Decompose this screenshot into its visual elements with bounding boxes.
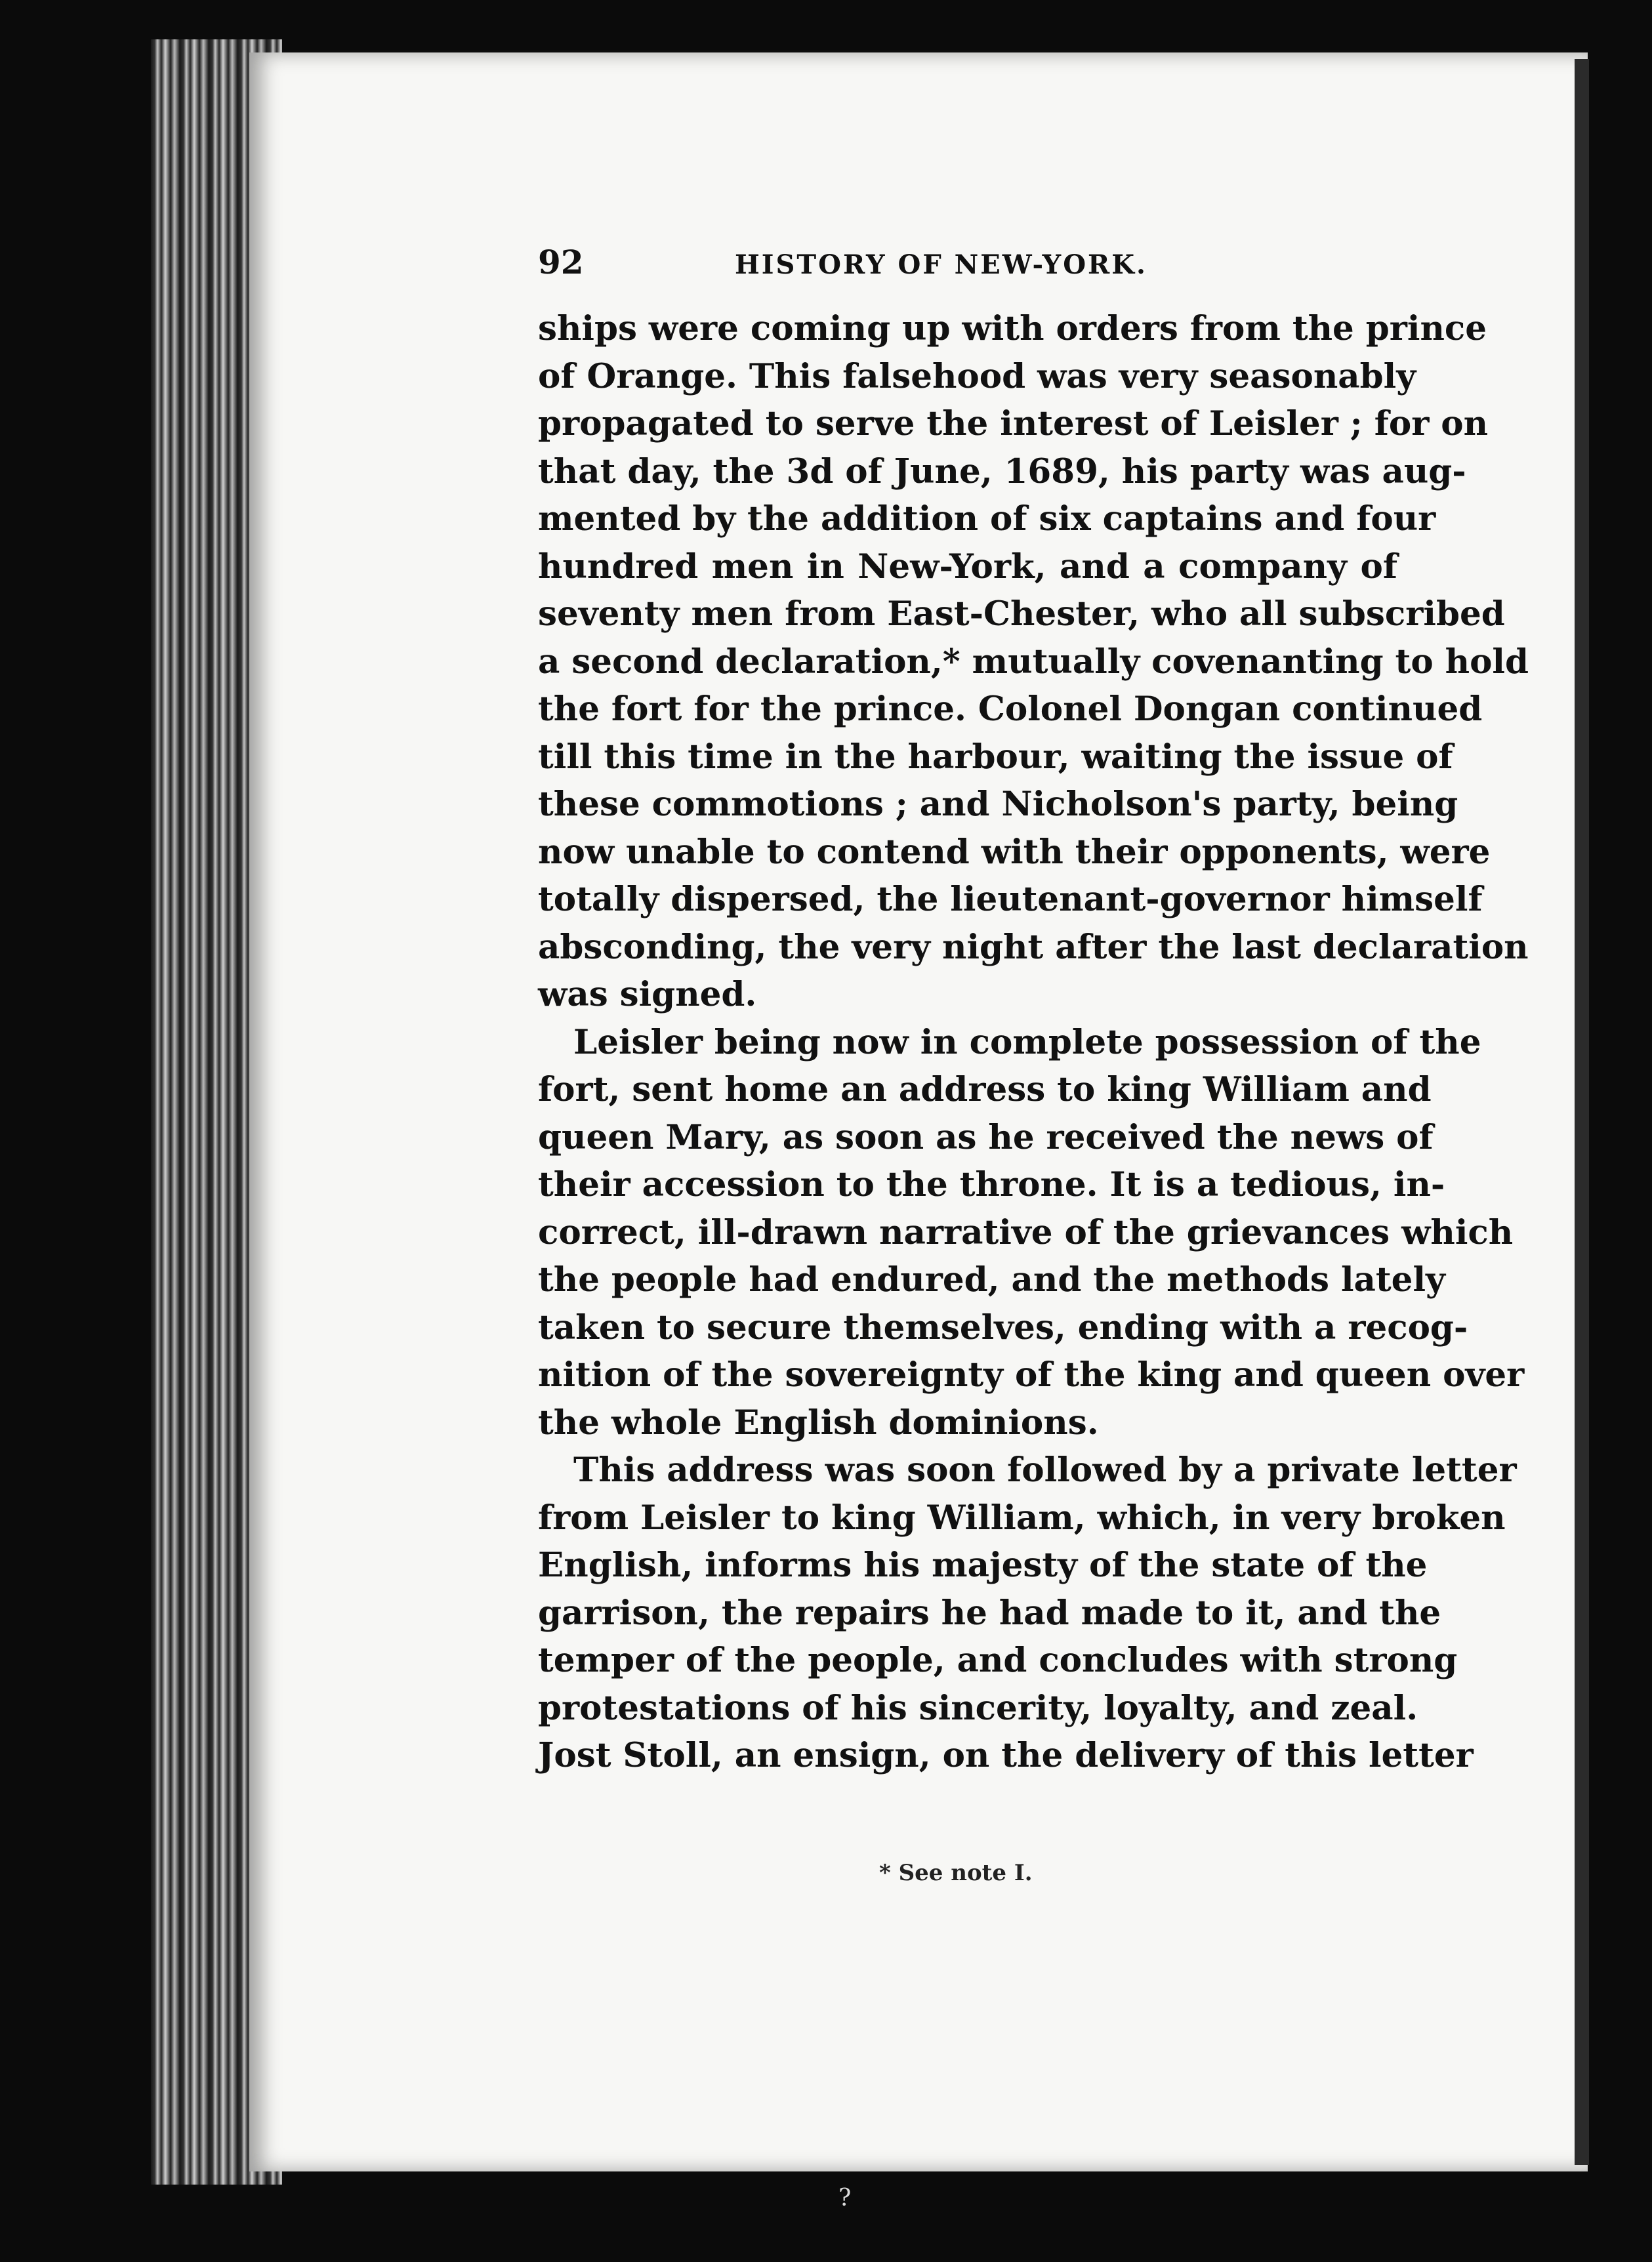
text-line: these commotions ; and Nicholson's party, being xyxy=(538,785,1458,824)
text-line: till this time in the harbour, waiting the issue of xyxy=(538,737,1453,777)
right-page-edge xyxy=(1575,59,1589,2165)
text-line: protestations of his sincerity, loyalty, and zeal. xyxy=(538,1688,1418,1728)
text-line: the people had endured, and the methods lately xyxy=(538,1260,1445,1300)
text-line: This address was soon followed by a private letter xyxy=(573,1450,1517,1490)
text-line: mented by the addition of six captains and four xyxy=(538,499,1436,539)
text-line: nition of the sovereignty of the king and queen over xyxy=(538,1355,1525,1395)
running-title: HISTORY OF NEW-YORK. xyxy=(735,249,1147,280)
text-line: was signed. xyxy=(538,975,757,1014)
text-line: fort, sent home an address to king William and xyxy=(538,1070,1432,1109)
text-line: absconding, the very night after the last declaration xyxy=(538,927,1529,967)
text-line: the whole English dominions. xyxy=(538,1403,1099,1443)
paragraph xyxy=(538,1447,1517,1780)
text-line: English, informs his majesty of the state of the xyxy=(538,1546,1428,1585)
text-line: from Leisler to king William, which, in very broken xyxy=(538,1498,1506,1538)
text-block xyxy=(538,243,1529,1780)
text-line: a second declaration,* mutually covenanting to hold xyxy=(538,642,1529,682)
text-line: hundred men in New-York, and a company of xyxy=(538,546,1397,586)
running-head xyxy=(538,243,1397,281)
paragraph xyxy=(538,305,1529,1019)
text-line: garrison, the repairs he had made to it, and the xyxy=(538,1593,1441,1633)
text-line: Leisler being now in complete possession of the xyxy=(573,1022,1481,1062)
body-text xyxy=(538,305,1529,1780)
text-line: propagated to serve the interest of Leisler ; for on xyxy=(538,404,1489,443)
text-line: their accession to the throne. It is a tedious, in- xyxy=(538,1165,1445,1204)
text-line: temper of the people, and concludes with strong xyxy=(538,1641,1458,1680)
text-line: queen Mary, as soon as he received the news of xyxy=(538,1117,1434,1157)
text-line: correct, ill-drawn narrative of the grievances which xyxy=(538,1212,1514,1252)
footnote: * See note I. xyxy=(879,1860,1033,1886)
text-line: taken to secure themselves, ending with a recog- xyxy=(538,1307,1468,1347)
text-line: Jost Stoll, an ensign, on the delivery of this letter xyxy=(538,1736,1474,1775)
paragraph xyxy=(538,1019,1525,1447)
text-line: of Orange. This falsehood was very seasonably xyxy=(538,356,1416,396)
text-line: ships were coming up with orders from the prince xyxy=(538,309,1487,348)
page-number: 92 xyxy=(538,243,584,281)
text-line: totally dispersed, the lieutenant-governor himself xyxy=(538,880,1483,919)
text-line: the fort for the prince. Colonel Dongan continued xyxy=(538,689,1483,729)
text-line: seventy men from East-Chester, who all subscribed xyxy=(538,594,1505,634)
bottom-mark: ? xyxy=(838,2185,852,2211)
text-line: now unable to contend with their opponents, were xyxy=(538,832,1491,872)
text-line: that day, the 3d of June, 1689, his party was aug- xyxy=(538,451,1466,491)
